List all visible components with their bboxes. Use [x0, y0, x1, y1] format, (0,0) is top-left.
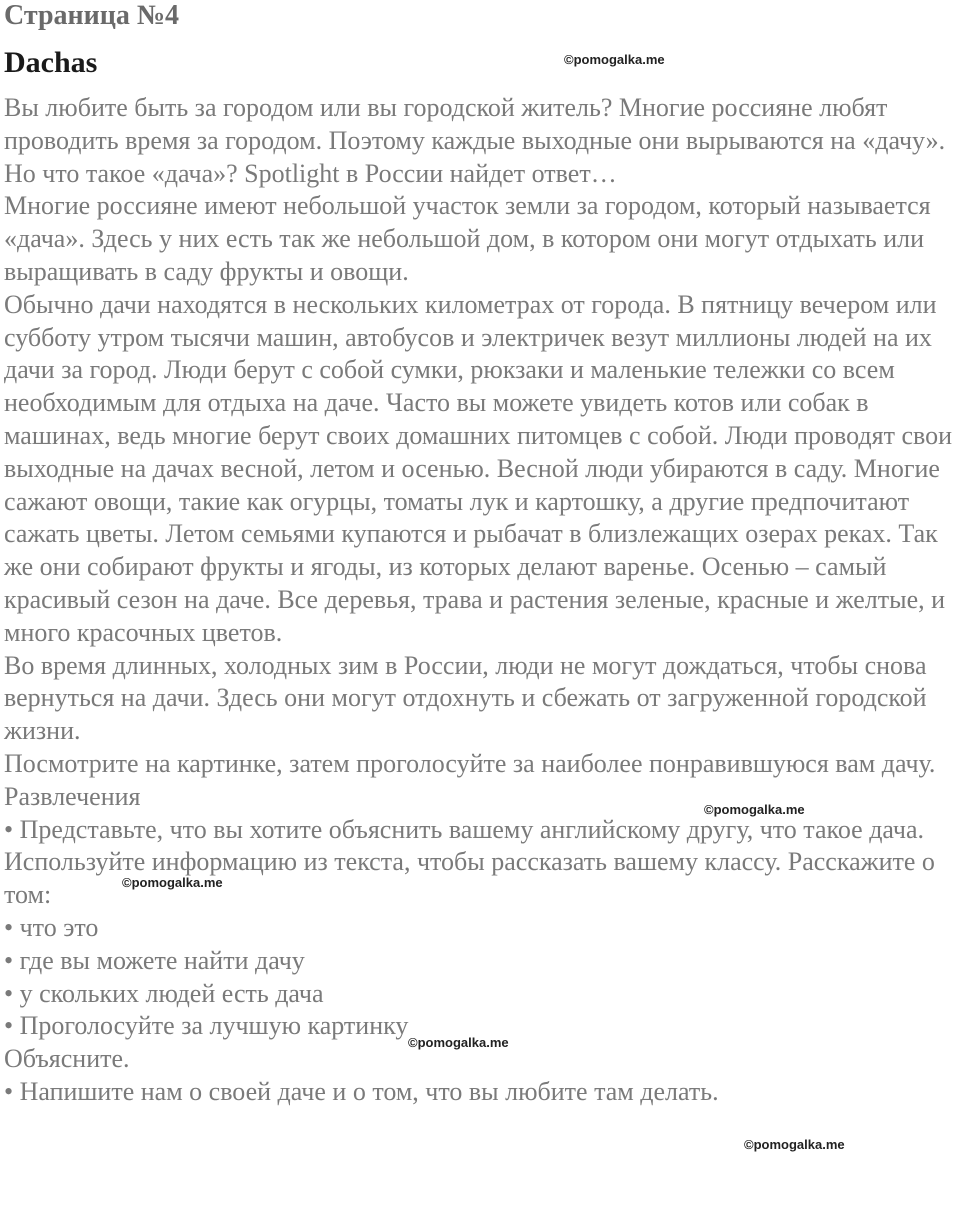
document-title: Dachas — [4, 46, 98, 79]
paragraph-explain: Объясните. — [4, 1044, 130, 1074]
watermark-1: ©pomogalka.me — [564, 52, 665, 67]
section-heading-entertainment: Развлечения — [4, 781, 141, 811]
paragraph-seasons: Обычно дачи находятся в нескольких километрах от города. В пятницу вечером или субботу утром тысячи машин, автобусов и электричек везут миллионы людей на их дачи за город. Люди берут с собой сумки, рюкзаки и маленькие тележки со всем необходимым для отдыха на даче. Часто вы можете увидеть котов или собак в машинах, ведь многие берут своих домашних питомцев с собой. Люди проводят свои выходные на дачах весной, летом и осенью. Весной люди убираются в саду. Многие сажают овощи, такие как огурцы, томаты лук и картошку, а другие предпочитают сажать цветы. Летом семьями купаются и рыбачат в близлежащих озерах реках. Так же они собирают фрукты и ягоды, из которых делают варенье. Осенью – самый красивый сезон на даче. Все деревья, трава и растения зеленые, красные и желтые, и много красочных цветов. — [4, 289, 952, 647]
watermark-2: ©pomogalka.me — [704, 802, 805, 817]
bullet-explain: • Представьте, что вы хотите объяснить вашему английскому другу, что такое дача. Используйте информацию из текста, чтобы рассказать вашему классу. Расскажите о том: — [4, 814, 935, 910]
paragraph-winter: Во время длинных, холодных зим в России, люди не могут дождаться, чтобы снова вернуться на дачи. Здесь они могут отдохнуть и сбежать от загруженной городской жизни. — [4, 650, 927, 746]
bullet-write: • Напишите нам о своей даче и о том, что вы любите там делать. — [4, 1076, 719, 1106]
paragraph-vote: Посмотрите на картинке, затем проголосуйте за наиболее понравившуюся вам дачу. — [4, 748, 936, 778]
watermark-5: ©pomogalka.me — [744, 1137, 845, 1152]
bullet-how-many: • у скольких людей есть дача — [4, 978, 324, 1008]
page-title: Страница №4 — [4, 0, 180, 31]
bullet-where: • где вы можете найти дачу — [4, 945, 305, 975]
document-body — [4, 92, 960, 1109]
watermark-4: ©pomogalka.me — [408, 1035, 509, 1050]
paragraph-intro: Вы любите быть за городом или вы городской житель? Многие россияне любят проводить время за городом. Поэтому каждые выходные они вырываются на «дачу». — [4, 93, 946, 155]
bullet-vote-picture: • Проголосуйте за лучшую картинку — [4, 1011, 409, 1041]
paragraph-definition: Многие россияне имеют небольшой участок земли за городом, который называется «дача». Здесь у них есть так же небольшой дом, в котором они могут отдыхать или выращивать в саду фрукты и овощи. — [4, 191, 931, 286]
paragraph-question: Но что такое «дача»? Spotlight в России найдет ответ… — [4, 158, 617, 188]
watermark-3: ©pomogalka.me — [122, 875, 223, 890]
bullet-what: • что это — [4, 912, 99, 942]
